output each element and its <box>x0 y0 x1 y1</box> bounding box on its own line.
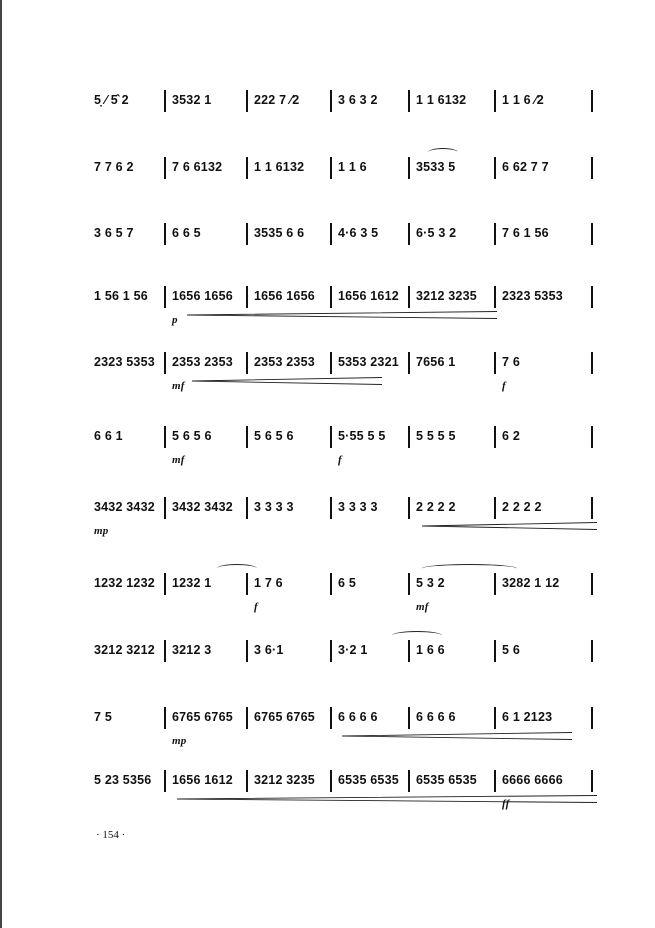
slur <box>392 631 442 640</box>
bar-line <box>164 770 166 792</box>
measure: 6 5 <box>338 576 356 590</box>
measure: 2 2 2 2 <box>502 500 542 514</box>
page-number: · 154 · <box>96 829 126 841</box>
measure: 3 6·1 <box>254 643 284 657</box>
bar-line <box>494 352 496 374</box>
hairpin <box>187 311 497 319</box>
measure: 5 5 5 5 <box>416 429 456 443</box>
score-system <box>92 350 600 392</box>
bar-line <box>330 426 332 448</box>
bar-line <box>408 286 410 308</box>
bar-line <box>246 640 248 662</box>
bar-line <box>591 640 593 662</box>
measure: 3532 1 <box>172 93 212 107</box>
bar-line <box>164 157 166 179</box>
dynamic-marking: mp <box>94 525 109 537</box>
measure: 3432 3432 <box>172 500 233 514</box>
measure: 3 6 3 2 <box>338 93 378 107</box>
bar-line <box>164 497 166 519</box>
bar-line <box>408 426 410 448</box>
measure: 5353 2321 <box>338 355 399 369</box>
bar-line <box>330 573 332 595</box>
bar-line <box>591 497 593 519</box>
measure: 3212 3235 <box>416 289 477 303</box>
bar-line <box>330 770 332 792</box>
slur <box>428 148 458 157</box>
bar-line <box>330 286 332 308</box>
measure: 6535 6535 <box>338 773 399 787</box>
bar-line <box>164 707 166 729</box>
measure: 6 1 2123 <box>502 710 553 724</box>
measure: 6 62 7 7 <box>502 160 549 174</box>
measure: 3533 5 <box>416 160 456 174</box>
measure: 3 6 5 7 <box>94 226 134 240</box>
measure: 6 6 6 6 <box>416 710 456 724</box>
measure: 1 6 6 <box>416 643 445 657</box>
measure: 1 1 6132 <box>416 93 467 107</box>
bar-line <box>330 352 332 374</box>
score-system <box>92 638 600 662</box>
measure: 5 6 5 6 <box>254 429 294 443</box>
dynamic-marking: ff <box>502 798 510 810</box>
score-system <box>92 221 600 245</box>
measure: 6666 6666 <box>502 773 563 787</box>
score-system <box>92 155 600 179</box>
measure: 1656 1612 <box>338 289 399 303</box>
dynamic-marking: mp <box>172 735 187 747</box>
bar-line <box>494 157 496 179</box>
slur <box>422 564 517 573</box>
bar-line <box>330 223 332 245</box>
measure: 7 5 <box>94 710 112 724</box>
bar-line <box>408 640 410 662</box>
measure: 7656 1 <box>416 355 456 369</box>
bar-line <box>591 286 593 308</box>
dynamic-marking: f <box>502 380 506 392</box>
measure: 3 3 3 3 <box>338 500 378 514</box>
bar-line <box>408 352 410 374</box>
bar-line <box>164 286 166 308</box>
bar-line <box>164 640 166 662</box>
measure: 1232 1 <box>172 576 212 590</box>
bar-line <box>408 223 410 245</box>
bar-line <box>408 573 410 595</box>
measure: 6535 6535 <box>416 773 477 787</box>
dynamic-marking: f <box>254 601 258 613</box>
measure: 5̣ ⁄ 5̂ 2 <box>94 93 129 107</box>
measure: 3432 3432 <box>94 500 155 514</box>
measure: 1 1 6 ⁄2 <box>502 93 544 107</box>
measure: 2353 2353 <box>254 355 315 369</box>
measure: 5 6 5 6 <box>172 429 212 443</box>
measure: 1 56 1 56 <box>94 289 148 303</box>
bar-line <box>330 640 332 662</box>
measure: 5 6 <box>502 643 520 657</box>
bar-line <box>494 223 496 245</box>
bar-line <box>591 90 593 112</box>
bar-line <box>408 157 410 179</box>
bar-line <box>408 497 410 519</box>
score-system <box>92 495 600 537</box>
dynamic-marking: mf <box>172 380 185 392</box>
measure: 2323 5353 <box>502 289 563 303</box>
bar-line <box>164 426 166 448</box>
hairpin <box>342 732 572 740</box>
measure: 2 2 2 2 <box>416 500 456 514</box>
measure: 3212 3212 <box>94 643 155 657</box>
bar-line <box>246 426 248 448</box>
measure: 6 6 6 6 <box>338 710 378 724</box>
bar-line <box>164 352 166 374</box>
measure: 1 7 6 <box>254 576 283 590</box>
measure: 2323 5353 <box>94 355 155 369</box>
score-system <box>92 284 600 326</box>
measure: 3212 3 <box>172 643 212 657</box>
bar-line <box>246 223 248 245</box>
measure: 7 6 <box>502 355 520 369</box>
measure: 1656 1612 <box>172 773 233 787</box>
slur <box>217 564 257 573</box>
measure: 5·55 5 5 <box>338 429 386 443</box>
bar-line <box>330 90 332 112</box>
measure: 3535 6 6 <box>254 226 305 240</box>
hairpin <box>177 795 597 803</box>
bar-line <box>591 573 593 595</box>
measure: 6 6 5 <box>172 226 201 240</box>
score-system <box>92 88 600 112</box>
measure: 5 23 5356 <box>94 773 152 787</box>
bar-line <box>494 707 496 729</box>
measure: 3282 1 12 <box>502 576 560 590</box>
measure: 6765 6765 <box>254 710 315 724</box>
measure: 1 1 6 <box>338 160 367 174</box>
bar-line <box>246 707 248 729</box>
measure: 7 6 6132 <box>172 160 223 174</box>
bar-line <box>246 352 248 374</box>
score-system <box>92 424 600 466</box>
measure: 1232 1232 <box>94 576 155 590</box>
bar-line <box>246 90 248 112</box>
bar-line <box>591 157 593 179</box>
bar-line <box>246 573 248 595</box>
bar-line <box>164 573 166 595</box>
measure: 3·2 1 <box>338 643 368 657</box>
dynamic-marking: mf <box>172 454 185 466</box>
bar-line <box>408 90 410 112</box>
measure: 1 1 6132 <box>254 160 305 174</box>
measure: 222 7 ⁄2 <box>254 93 300 107</box>
measure: 2353 2353 <box>172 355 233 369</box>
bar-line <box>408 707 410 729</box>
bar-line <box>246 770 248 792</box>
bar-line <box>494 426 496 448</box>
bar-line <box>591 707 593 729</box>
measure: 6·5 3 2 <box>416 226 457 240</box>
measure: 7 7 6 2 <box>94 160 134 174</box>
measure: 3 3 3 3 <box>254 500 294 514</box>
bar-line <box>591 223 593 245</box>
bar-line <box>164 223 166 245</box>
bar-line <box>591 352 593 374</box>
hairpin <box>422 522 597 530</box>
bar-line <box>246 497 248 519</box>
measure: 7 6 1 56 <box>502 226 549 240</box>
hairpin <box>192 377 382 385</box>
bar-line <box>246 286 248 308</box>
bar-line <box>164 90 166 112</box>
measure: 5 3 2 <box>416 576 445 590</box>
measure: 4·6 3 5 <box>338 226 379 240</box>
score-system <box>92 768 600 810</box>
measure: 6765 6765 <box>172 710 233 724</box>
measure: 6 2 <box>502 429 520 443</box>
measure: 1656 1656 <box>172 289 233 303</box>
measure: 1656 1656 <box>254 289 315 303</box>
bar-line <box>494 770 496 792</box>
bar-line <box>494 497 496 519</box>
bar-line <box>591 770 593 792</box>
dynamic-marking: f <box>338 454 342 466</box>
bar-line <box>408 770 410 792</box>
bar-line <box>494 640 496 662</box>
bar-line <box>494 573 496 595</box>
page-edge <box>0 0 2 928</box>
bar-line <box>330 157 332 179</box>
dynamic-marking: mf <box>416 601 429 613</box>
bar-line <box>494 286 496 308</box>
bar-line <box>591 426 593 448</box>
score-system <box>92 571 600 613</box>
measure: 6 6 1 <box>94 429 123 443</box>
bar-line <box>494 90 496 112</box>
score-system <box>92 705 600 747</box>
dynamic-marking: p <box>172 314 178 326</box>
bar-line <box>330 707 332 729</box>
bar-line <box>330 497 332 519</box>
measure: 3212 3235 <box>254 773 315 787</box>
bar-line <box>246 157 248 179</box>
